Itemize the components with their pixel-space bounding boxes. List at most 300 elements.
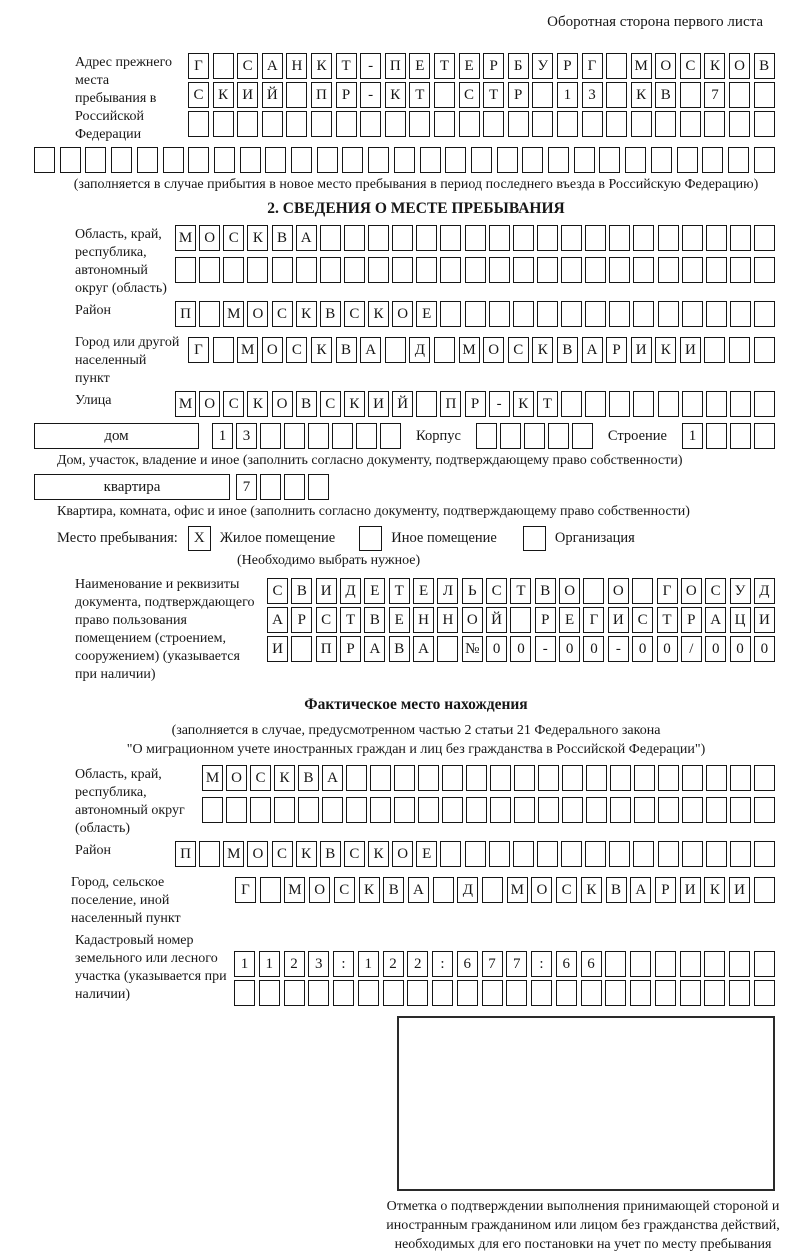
char-cell: Т — [389, 578, 410, 604]
char-cell: С — [237, 53, 258, 79]
char-cell: Т — [434, 53, 455, 79]
char-cell — [704, 951, 725, 977]
char-cell — [392, 225, 413, 251]
char-cell — [633, 841, 654, 867]
char-cell — [296, 257, 317, 283]
actual-city-row — [235, 877, 775, 903]
char-cell — [633, 301, 654, 327]
char-cell — [606, 53, 627, 79]
char-cell: Р — [655, 877, 676, 903]
char-cell: Й — [486, 607, 507, 633]
char-cell: О — [262, 337, 283, 363]
char-cell: 0 — [730, 636, 751, 662]
korpus-label: Корпус — [416, 427, 461, 444]
char-cell — [658, 301, 679, 327]
char-cell: 2 — [383, 951, 404, 977]
char-cell — [658, 797, 679, 823]
char-cell — [572, 423, 593, 449]
char-cell: В — [383, 877, 404, 903]
char-cell: О — [729, 53, 750, 79]
char-cell: К — [532, 337, 553, 363]
title-document-row-1 — [267, 578, 775, 604]
char-cell — [730, 423, 751, 449]
char-cell: - — [360, 82, 381, 108]
char-cell: М — [631, 53, 652, 79]
char-cell — [754, 82, 775, 108]
char-cell — [466, 797, 487, 823]
char-cell — [754, 980, 775, 1006]
char-cell — [537, 225, 558, 251]
char-cell: 1 — [682, 423, 703, 449]
house-row — [34, 423, 775, 449]
char-cell: У — [730, 578, 751, 604]
char-cell — [754, 257, 775, 283]
char-cell — [320, 257, 341, 283]
char-cell: С — [320, 391, 341, 417]
char-cell: К — [247, 225, 268, 251]
char-cell — [581, 980, 602, 1006]
char-cell — [237, 111, 258, 137]
char-cell: М — [175, 225, 196, 251]
confirmation-stamp-box — [397, 1016, 775, 1191]
char-cell — [537, 257, 558, 283]
char-cell: К — [581, 877, 602, 903]
char-cell: Т — [483, 82, 504, 108]
city-block — [57, 333, 775, 388]
char-cell: П — [316, 636, 337, 662]
char-cell — [524, 423, 545, 449]
char-cell: Е — [413, 578, 434, 604]
char-cell: Р — [291, 607, 312, 633]
char-cell — [754, 301, 775, 327]
char-cell: С — [223, 391, 244, 417]
char-cell — [356, 423, 377, 449]
char-cell: 0 — [754, 636, 775, 662]
char-cell — [274, 797, 295, 823]
char-cell — [630, 951, 651, 977]
char-cell — [308, 474, 329, 500]
char-cell — [682, 841, 703, 867]
house-box: дом — [34, 423, 199, 449]
char-cell — [754, 797, 775, 823]
char-cell: 6 — [556, 951, 577, 977]
actual-district-row — [175, 841, 775, 867]
char-cell: 7 — [482, 951, 503, 977]
char-cell — [380, 423, 401, 449]
char-cell — [682, 391, 703, 417]
char-cell: Т — [537, 391, 558, 417]
char-cell: И — [680, 337, 701, 363]
char-cell — [188, 111, 209, 137]
region-row-2 — [175, 257, 775, 283]
char-cell — [418, 797, 439, 823]
char-cell: А — [705, 607, 726, 633]
char-cell — [199, 257, 220, 283]
char-cell — [497, 147, 518, 173]
char-cell: - — [608, 636, 629, 662]
char-cell — [706, 301, 727, 327]
char-cell — [754, 337, 775, 363]
char-cell: Т — [657, 607, 678, 633]
char-cell: О — [199, 225, 220, 251]
char-cell — [562, 765, 583, 791]
char-cell — [199, 841, 220, 867]
actual-district-block — [57, 841, 775, 870]
char-cell: 0 — [657, 636, 678, 662]
char-cell — [682, 765, 703, 791]
stay-option-other — [359, 526, 497, 551]
char-cell — [609, 225, 630, 251]
char-cell — [531, 980, 552, 1006]
char-cell — [508, 111, 529, 137]
char-cell — [202, 797, 223, 823]
char-cell: Г — [583, 607, 604, 633]
char-cell: С — [508, 337, 529, 363]
char-cell — [420, 147, 441, 173]
char-cell — [291, 636, 312, 662]
char-cell: С — [344, 301, 365, 327]
char-cell: В — [291, 578, 312, 604]
cadastral-row-1 — [234, 951, 775, 977]
char-cell: И — [729, 877, 750, 903]
char-cell — [482, 980, 503, 1006]
char-cell — [434, 337, 455, 363]
char-cell: В — [535, 578, 556, 604]
char-cell: П — [385, 53, 406, 79]
district-block — [57, 301, 775, 330]
char-cell — [188, 147, 209, 173]
other-premises-checkbox — [359, 526, 382, 551]
char-cell — [240, 147, 261, 173]
char-cell — [434, 111, 455, 137]
char-cell — [606, 111, 627, 137]
char-cell: Р — [465, 391, 486, 417]
char-cell: В — [655, 82, 676, 108]
char-cell — [298, 797, 319, 823]
char-cell: К — [213, 82, 234, 108]
char-cell — [320, 225, 341, 251]
char-cell: 7 — [506, 951, 527, 977]
char-cell — [213, 111, 234, 137]
char-cell: Е — [416, 301, 437, 327]
char-cell: Т — [409, 82, 430, 108]
char-cell: 6 — [457, 951, 478, 977]
char-cell: Ц — [730, 607, 751, 633]
char-cell — [213, 53, 234, 79]
street-block — [57, 391, 775, 420]
char-cell: 7 — [236, 474, 257, 500]
char-cell: К — [368, 301, 389, 327]
char-cell: А — [630, 877, 651, 903]
char-cell: Й — [392, 391, 413, 417]
char-cell — [754, 765, 775, 791]
char-cell — [513, 225, 534, 251]
char-cell — [682, 257, 703, 283]
char-cell: К — [296, 841, 317, 867]
char-cell — [465, 257, 486, 283]
char-cell: А — [413, 636, 434, 662]
char-cell: Е — [459, 53, 480, 79]
char-cell — [260, 423, 281, 449]
char-cell: О — [392, 301, 413, 327]
char-cell — [262, 111, 283, 137]
char-cell — [476, 423, 497, 449]
char-cell — [729, 980, 750, 1006]
char-cell — [260, 474, 281, 500]
char-cell — [730, 841, 751, 867]
char-cell — [730, 391, 751, 417]
char-cell: В — [364, 607, 385, 633]
char-cell — [548, 147, 569, 173]
char-cell: В — [296, 391, 317, 417]
char-cell: Г — [235, 877, 256, 903]
char-cell — [729, 111, 750, 137]
char-cell — [633, 257, 654, 283]
char-cell — [754, 841, 775, 867]
char-cell — [490, 797, 511, 823]
city-row — [188, 337, 775, 363]
actual-region-block — [57, 765, 775, 838]
char-cell: Е — [389, 607, 410, 633]
char-cell: О — [199, 391, 220, 417]
char-cell: А — [322, 765, 343, 791]
char-cell — [471, 147, 492, 173]
char-cell — [514, 797, 535, 823]
char-cell: В — [298, 765, 319, 791]
char-cell: Н — [413, 607, 434, 633]
char-cell — [440, 257, 461, 283]
char-cell: А — [296, 225, 317, 251]
stroenie-cells — [682, 423, 775, 449]
char-cell: Е — [416, 841, 437, 867]
char-cell: А — [364, 636, 385, 662]
apartment-box: квартира — [34, 474, 230, 500]
actual-caption-line-2: "О миграционном учете иностранных граждан и лиц без гражданства в Российской Федерации") — [126, 742, 706, 757]
char-cell: О — [247, 301, 268, 327]
char-cell: К — [655, 337, 676, 363]
char-cell: : — [432, 951, 453, 977]
char-cell — [557, 111, 578, 137]
char-cell — [704, 337, 725, 363]
char-cell: В — [557, 337, 578, 363]
char-cell: И — [608, 607, 629, 633]
char-cell — [610, 797, 631, 823]
char-cell — [286, 111, 307, 137]
char-cell — [308, 423, 329, 449]
char-cell: Т — [510, 578, 531, 604]
char-cell — [259, 980, 280, 1006]
char-cell — [730, 225, 751, 251]
char-cell — [322, 797, 343, 823]
char-cell: С — [272, 301, 293, 327]
char-cell — [658, 765, 679, 791]
char-cell — [284, 474, 305, 500]
char-cell — [582, 111, 603, 137]
char-cell: Р — [535, 607, 556, 633]
char-cell: С — [680, 53, 701, 79]
actual-caption-line-1: (заполняется в случае, предусмотренном частью 2 статьи 21 Федерального закона — [171, 723, 661, 738]
char-cell — [561, 225, 582, 251]
char-cell — [729, 951, 750, 977]
char-cell — [729, 337, 750, 363]
title-document-row-2 — [267, 607, 775, 633]
char-cell — [445, 147, 466, 173]
char-cell: Р — [483, 53, 504, 79]
char-cell — [440, 301, 461, 327]
char-cell — [586, 765, 607, 791]
apartment-cells — [236, 474, 329, 500]
char-cell — [706, 797, 727, 823]
char-cell: 0 — [583, 636, 604, 662]
char-cell — [538, 765, 559, 791]
char-cell — [585, 225, 606, 251]
char-cell — [385, 337, 406, 363]
char-cell — [537, 841, 558, 867]
organization-label: Организация — [554, 530, 635, 546]
char-cell — [651, 147, 672, 173]
actual-region-row-1 — [202, 765, 775, 791]
char-cell: Н — [286, 53, 307, 79]
char-cell — [346, 797, 367, 823]
stay-type-label: Место пребывания: — [57, 530, 178, 546]
char-cell — [214, 147, 235, 173]
char-cell: 0 — [632, 636, 653, 662]
char-cell — [442, 797, 463, 823]
char-cell: О — [247, 841, 268, 867]
prev-address-row-3 — [188, 111, 775, 137]
char-cell: К — [311, 337, 332, 363]
char-cell — [728, 147, 749, 173]
stay-option-organization — [523, 526, 635, 551]
char-cell: - — [535, 636, 556, 662]
char-cell — [416, 257, 437, 283]
char-cell — [199, 301, 220, 327]
char-cell: В — [320, 301, 341, 327]
char-cell — [317, 147, 338, 173]
char-cell: Г — [657, 578, 678, 604]
cadastral-block — [57, 931, 775, 1006]
char-cell — [368, 257, 389, 283]
char-cell — [394, 797, 415, 823]
char-cell: О — [531, 877, 552, 903]
char-cell — [680, 82, 701, 108]
char-cell: П — [440, 391, 461, 417]
char-cell: А — [360, 337, 381, 363]
char-cell: С — [286, 337, 307, 363]
char-cell: К — [704, 877, 725, 903]
char-cell — [561, 301, 582, 327]
char-cell — [561, 257, 582, 283]
apartment-caption: Квартира, комната, офис и иное (заполнить согласно документу, подтверждающему право собственности) — [57, 504, 690, 519]
char-cell — [706, 765, 727, 791]
char-cell — [440, 225, 461, 251]
char-cell: С — [250, 765, 271, 791]
char-cell — [599, 147, 620, 173]
char-cell — [457, 980, 478, 1006]
char-cell: К — [344, 391, 365, 417]
cadastral-label: Кадастровый номер земельного или лесного участка (указывается при наличии) — [75, 933, 227, 1002]
char-cell: Г — [582, 53, 603, 79]
char-cell: П — [311, 82, 332, 108]
stay-type-row — [57, 526, 775, 551]
char-cell: К — [274, 765, 295, 791]
char-cell: Р — [681, 607, 702, 633]
char-cell: 7 — [704, 82, 725, 108]
char-cell — [754, 877, 775, 903]
char-cell — [506, 980, 527, 1006]
char-cell — [538, 797, 559, 823]
char-cell — [556, 980, 577, 1006]
char-cell: 1 — [259, 951, 280, 977]
char-cell — [632, 578, 653, 604]
char-cell — [562, 797, 583, 823]
char-cell — [437, 636, 458, 662]
char-cell — [489, 225, 510, 251]
char-cell — [85, 147, 106, 173]
char-cell: С — [223, 225, 244, 251]
char-cell: С — [188, 82, 209, 108]
char-cell — [344, 257, 365, 283]
char-cell — [537, 301, 558, 327]
char-cell: О — [309, 877, 330, 903]
char-cell: 0 — [486, 636, 507, 662]
char-cell — [291, 147, 312, 173]
char-cell — [34, 147, 55, 173]
char-cell — [333, 980, 354, 1006]
char-cell — [265, 147, 286, 173]
char-cell — [247, 257, 268, 283]
char-cell: 6 — [581, 951, 602, 977]
char-cell: С — [334, 877, 355, 903]
char-cell: Д — [754, 578, 775, 604]
char-cell — [754, 111, 775, 137]
char-cell — [730, 765, 751, 791]
char-cell — [561, 391, 582, 417]
char-cell — [706, 257, 727, 283]
char-cell — [633, 225, 654, 251]
char-cell — [489, 257, 510, 283]
char-cell — [655, 980, 676, 1006]
char-cell: М — [223, 841, 244, 867]
char-cell: У — [532, 53, 553, 79]
char-cell — [574, 147, 595, 173]
char-cell: А — [262, 53, 283, 79]
district-label: Район — [75, 303, 111, 318]
char-cell — [522, 147, 543, 173]
char-cell: И — [680, 877, 701, 903]
char-cell — [465, 301, 486, 327]
char-cell — [610, 765, 631, 791]
char-cell: В — [606, 877, 627, 903]
char-cell — [465, 841, 486, 867]
char-cell: Е — [364, 578, 385, 604]
char-cell — [682, 301, 703, 327]
char-cell: К — [704, 53, 725, 79]
char-cell — [213, 337, 234, 363]
prev-address-caption: (заполняется в случае прибытия в новое место пребывания в период последнего въезда в Российскую Федерацию) — [73, 177, 759, 192]
char-cell — [223, 257, 244, 283]
char-cell: Г — [188, 53, 209, 79]
char-cell: Р — [557, 53, 578, 79]
char-cell: 0 — [705, 636, 726, 662]
char-cell — [175, 257, 196, 283]
char-cell: В — [754, 53, 775, 79]
char-cell — [655, 951, 676, 977]
char-cell — [634, 797, 655, 823]
district-row — [175, 301, 775, 327]
confirmation-stamp-caption: Отметка о подтверждении выполнения принимающей стороной и иностранным гражданином или лицом без гражданства действий, необходимых для его постановки на учет по месту пребывания — [386, 1199, 780, 1252]
char-cell — [392, 257, 413, 283]
